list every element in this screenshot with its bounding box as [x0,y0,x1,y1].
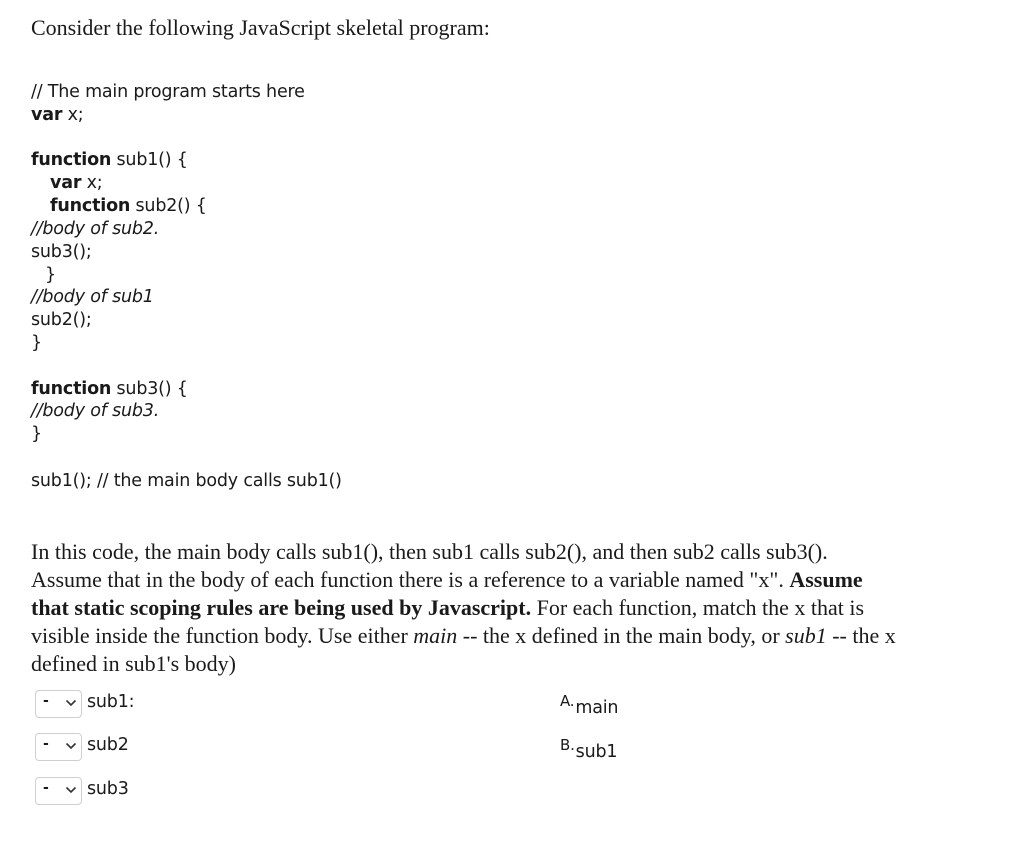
code-text: } [45,265,56,285]
explanation-text: In this code, the main body calls sub1(), then sub1 calls sub2(), and then sub2 calls sub3(). Assume that in the body of each function there is a reference to a variable named "x". [31,539,828,592]
explanation-term-main: main [413,623,458,648]
answer-text: main [575,698,619,718]
code-line [45,263,56,287]
question-title: Consider the following JavaScript skeletal program: [31,15,490,40]
explanation-text: For each function, match the x that is visible inside the function body. Use either [31,595,865,648]
code-text: x; [81,173,103,193]
code-text: x; [62,105,84,125]
code-line [31,285,154,309]
code-comment: // The main program starts here [31,82,305,102]
code-line [31,103,83,127]
code-comment: //body of sub2. [31,219,160,239]
answer-option-b [560,736,618,762]
code-keyword: function [50,196,131,216]
explanation-term-sub1: sub1 [785,623,827,648]
code-comment: //body of sub1 [31,287,154,307]
chevron-down-icon [65,740,77,752]
code-text: sub1(); // the main body calls sub1() [31,471,342,491]
code-keyword: var [50,173,82,193]
code-line [31,308,92,332]
code-line [31,217,159,241]
code-text: } [31,424,42,444]
explanation-text: -- the x defined in sub1's body) [31,623,896,676]
code-line [31,80,305,104]
answer-text: sub1 [575,742,618,762]
answer-option-a [560,692,619,718]
explanation-text: -- the x defined in the main body, or [457,623,786,648]
code-line [31,148,188,172]
select-value: - [43,780,49,796]
code-line [50,194,207,218]
match-label: sub3 [87,779,129,799]
code-line [31,469,342,493]
answer-letter: B. [560,736,575,754]
code-text: sub2() { [130,196,207,216]
code-text: sub1() { [111,150,188,170]
chevron-down-icon [65,697,77,709]
chevron-down-icon [65,784,77,796]
answer-letter: A. [560,692,575,710]
code-line [31,240,92,264]
code-keyword: function [31,379,112,399]
answer-select-sub1[interactable] [35,690,82,718]
code-text: sub3(); [31,242,92,262]
code-line [31,331,42,355]
code-line [31,377,188,401]
code-comment: //body of sub3. [31,401,160,421]
code-text: sub2(); [31,310,92,330]
code-line [31,399,159,423]
answer-select-sub3[interactable] [35,777,82,805]
explanation-emphasis: Assume that static scoping rules are being used by Javascript. [31,567,863,620]
code-text: sub3() { [111,379,188,399]
code-keyword: function [31,150,112,170]
code-line [50,171,102,195]
match-label: sub1: [87,692,135,712]
code-text: } [31,333,42,353]
question-explanation [31,538,901,678]
code-keyword: var [31,105,63,125]
select-value: - [43,736,49,752]
match-label: sub2 [87,735,129,755]
answer-select-sub2[interactable] [35,733,82,761]
select-value: - [43,693,49,709]
code-line [31,422,42,446]
